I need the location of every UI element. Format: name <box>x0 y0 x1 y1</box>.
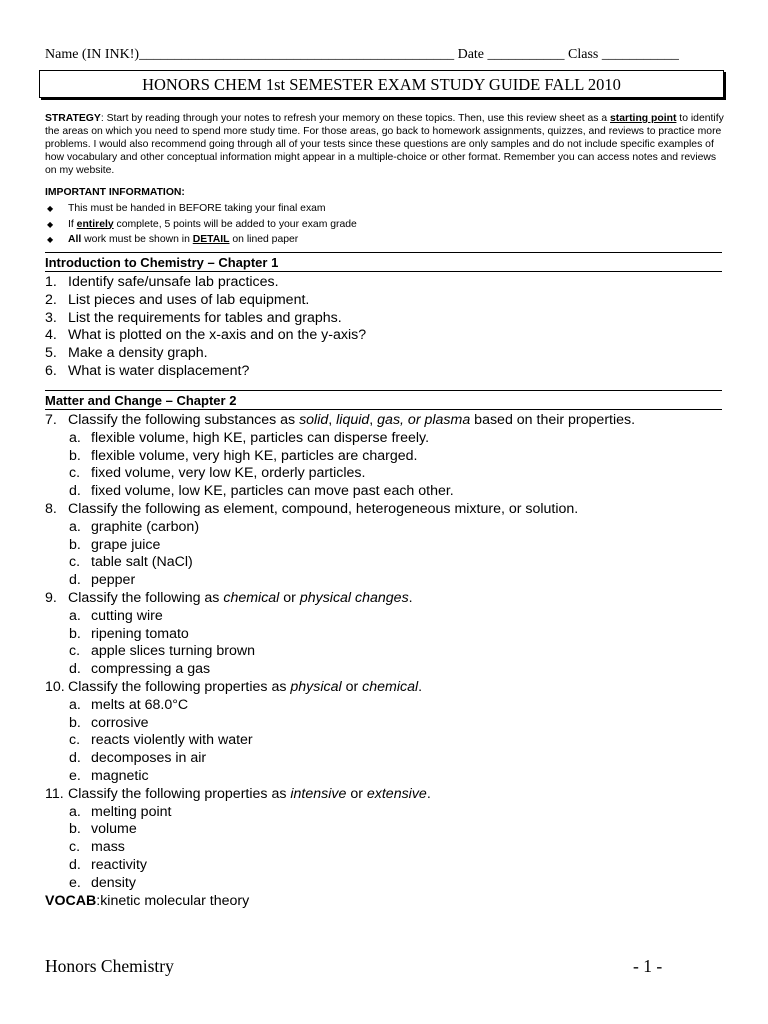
student-info-line <box>45 47 725 63</box>
sub-item: a. melting point <box>69 803 172 820</box>
name-blank: _____________________________________________ <box>139 47 455 62</box>
vocab-line <box>45 893 725 911</box>
sub-item: a. cutting wire <box>69 607 163 624</box>
section-heading-chapter-1: Introduction to Chemistry – Chapter 1 <box>45 252 722 272</box>
sub-item: c. mass <box>69 839 125 856</box>
sub-item: c. fixed volume, very low KE, orderly particles. <box>69 465 366 482</box>
diamond-bullet-icon: ◆ <box>47 204 54 213</box>
diamond-bullet-icon: ◆ <box>47 235 54 244</box>
question-item: 2. List pieces and uses of lab equipment. <box>45 291 310 308</box>
question-item: 3. List the requirements for tables and graphs. <box>45 309 342 326</box>
name-label: Name (IN INK!) <box>45 47 140 62</box>
sub-item: c. apple slices turning brown <box>69 643 256 660</box>
class-blank: ___________ <box>601 47 679 62</box>
important-info-list <box>45 201 645 248</box>
question-item: 7. Classify the following substances as solid, liquid, gas, or plasma based on their properties. <box>45 412 636 428</box>
question-item: 8. Classify the following as element, compound, heterogeneous mixture, or solution. <box>45 500 579 517</box>
date-blank: ___________ <box>487 47 565 62</box>
vocab-label: VOCAB <box>45 892 97 909</box>
strategy-paragraph <box>45 112 725 177</box>
footer-course-name: Honors Chemistry <box>45 956 174 976</box>
strategy-label: STRATEGY <box>45 113 101 124</box>
sub-item: d. fixed volume, low KE, particles can move past each other. <box>69 483 454 500</box>
vocab-text: :kinetic molecular theory <box>96 892 250 909</box>
strategy-text-1: : Start by reading through your notes to refresh your memory on these topics. Then, use this review sheet as a <box>100 113 611 124</box>
sub-item: b. flexible volume, very high KE, particles are charged. <box>69 447 418 464</box>
list-item: ◆ If entirely complete, 5 points will be added to your exam grade <box>45 217 645 233</box>
sub-item: c. reacts violently with water <box>69 732 253 749</box>
date-label: Date <box>457 47 485 62</box>
sub-item: e. magnetic <box>69 767 149 784</box>
list-item: ◆ This must be handed in BEFORE taking your final exam <box>45 201 645 217</box>
strategy-emphasis: starting point <box>610 113 677 124</box>
important-info-title: IMPORTANT INFORMATION: <box>45 187 185 198</box>
question-item: 11. Classify the following properties as intensive or extensive. <box>45 785 431 802</box>
strategy-text-2: to identify the areas on which you need to spend more study time. For those areas, go back to homework assignments, quizzes, and reviews to practice more problems. I would also recommend going through all of your tests since these questions are only samples and do not include specific examples of how vocabulary and other conceptual information might appear in a multiple-choice or other format. Remember you can access notes and reviews on my website. <box>45 113 724 176</box>
sub-item: e. density <box>69 874 136 891</box>
sub-item: b. corrosive <box>69 714 149 731</box>
chapter-1-questions <box>45 274 725 381</box>
question-item: 4. What is plotted on the x-axis and on the y-axis? <box>45 327 367 344</box>
sub-item: d. pepper <box>69 572 136 589</box>
sub-item: a. melts at 68.0°C <box>69 696 189 713</box>
sub-item: a. flexible volume, high KE, particles can disperse freely. <box>69 429 430 446</box>
sub-item: a. graphite (carbon) <box>69 518 200 535</box>
class-label: Class <box>568 47 599 62</box>
question-item: 1. Identify safe/unsafe lab practices. <box>45 274 279 290</box>
page-number: - 1 - <box>633 956 663 976</box>
question-item: 5. Make a density graph. <box>45 345 208 362</box>
question-item: 9. Classify the following as chemical or physical changes. <box>45 589 413 606</box>
question-item: 6. What is water displacement? <box>45 362 250 379</box>
diamond-bullet-icon: ◆ <box>47 219 54 229</box>
sub-item: b. volume <box>69 821 137 838</box>
page-title: HONORS CHEM 1st SEMESTER EXAM STUDY GUIDE FALL 2010 <box>39 70 724 98</box>
sub-item: b. ripening tomato <box>69 625 189 642</box>
sub-item: c. table salt (NaCl) <box>69 554 193 571</box>
sub-item: d. decomposes in air <box>69 750 207 767</box>
sub-item: b. grape juice <box>69 536 161 553</box>
section-heading-chapter-2: Matter and Change – Chapter 2 <box>45 390 722 410</box>
question-item: 10. Classify the following properties as physical or chemical. <box>45 678 423 695</box>
sub-item: d. compressing a gas <box>69 661 211 678</box>
sub-item: d. reactivity <box>69 856 147 873</box>
list-item: ◆ All work must be shown in DETAIL on lined paper <box>45 232 645 248</box>
chapter-2-questions <box>45 412 725 910</box>
